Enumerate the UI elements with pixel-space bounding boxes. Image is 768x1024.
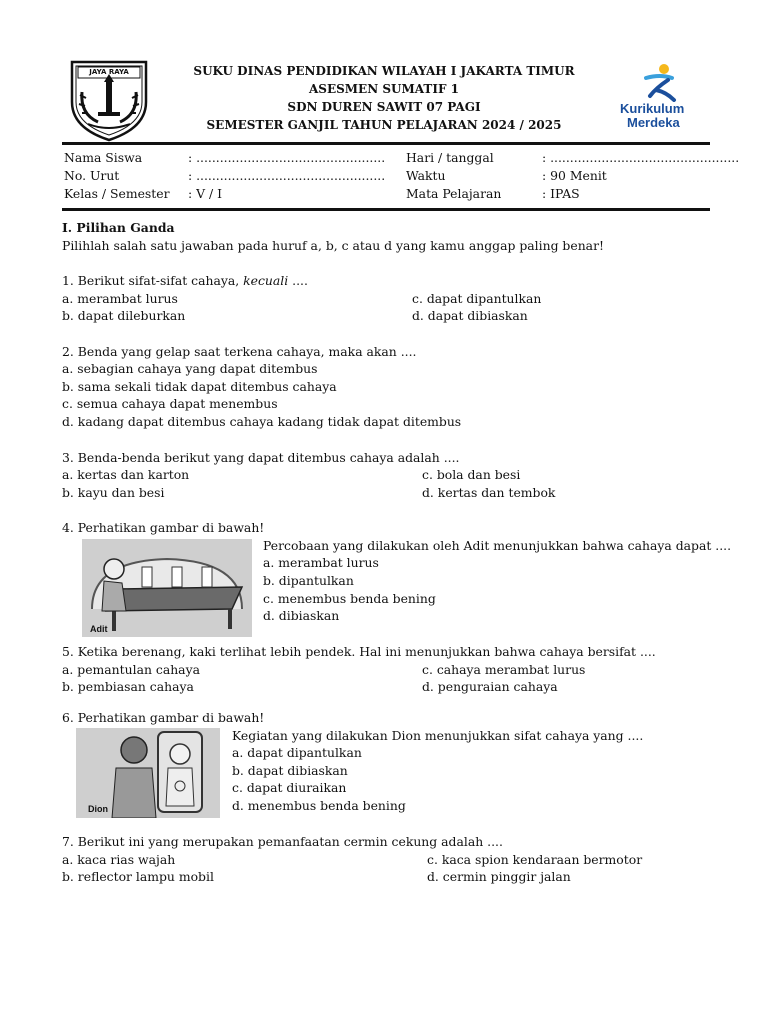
q4-experiment-image xyxy=(82,539,252,637)
q6-prompt: Kegiatan yang dilakukan Dion menunjukkan sifat cahaya yang .... xyxy=(232,728,644,743)
logo-text-kurikulum: Kurikulum xyxy=(620,101,685,116)
q1-option-c[interactable]: c. dapat dipantulkan xyxy=(412,291,542,306)
q7-option-b[interactable]: b. reflector lampu mobil xyxy=(62,869,214,884)
q3-option-c[interactable]: c. bola dan besi xyxy=(422,467,521,482)
header-divider xyxy=(62,142,710,145)
q4-option-a[interactable]: a. merambat lurus xyxy=(263,555,379,570)
question-2-stem: 2. Benda yang gelap saat terkena cahaya, maka akan .... xyxy=(62,344,417,359)
label-no-urut: No. Urut xyxy=(64,168,120,183)
q6-option-c[interactable]: c. dapat diuraikan xyxy=(232,780,347,795)
q5-option-b[interactable]: b. pembiasan cahaya xyxy=(62,679,194,694)
label-nama-siswa: Nama Siswa xyxy=(64,150,143,165)
question-1-stem xyxy=(62,272,308,289)
header-line-1: SUKU DINAS PENDIDIKAN WILAYAH I JAKARTA TIMUR xyxy=(193,64,575,78)
q4-image-label: Adit xyxy=(90,624,108,634)
q6-image-label: Dion xyxy=(88,804,108,814)
jakarta-emblem-logo xyxy=(68,58,150,143)
q5-option-d[interactable]: d. penguraian cahaya xyxy=(422,679,558,694)
school-header xyxy=(160,62,608,134)
label-waktu: Waktu xyxy=(406,168,446,183)
q5-option-a[interactable]: a. pemantulan cahaya xyxy=(62,662,200,677)
q3-option-d[interactable]: d. kertas dan tembok xyxy=(422,485,556,500)
q6-mirror-image xyxy=(76,728,220,818)
q6-option-b[interactable]: b. dapat dibiaskan xyxy=(232,763,348,778)
q2-option-d[interactable]: d. kadang dapat ditembus cahaya kadang tidak dapat ditembus xyxy=(62,414,462,429)
label-hari-tanggal: Hari / tanggal xyxy=(406,150,494,165)
value-mata-pelajaran: : IPAS xyxy=(542,186,580,201)
q7-option-a[interactable]: a. kaca rias wajah xyxy=(62,852,176,867)
value-kelas-semester: : V / I xyxy=(188,186,223,201)
field-nama-siswa[interactable]: : ................................................ xyxy=(188,150,386,165)
q4-option-b[interactable]: b. dipantulkan xyxy=(263,573,354,588)
q1-option-b[interactable]: b. dapat dileburkan xyxy=(62,308,186,323)
question-5-stem: 5. Ketika berenang, kaki terlihat lebih pendek. Hal ini menunjukkan bahwa cahaya bersifat .... xyxy=(62,644,656,659)
question-4-stem: 4. Perhatikan gambar di bawah! xyxy=(62,520,265,535)
field-hari-tanggal[interactable]: : ................................................ xyxy=(542,150,740,165)
q2-option-c[interactable]: c. semua cahaya dapat menembus xyxy=(62,396,278,411)
section-title: I. Pilihan Ganda xyxy=(62,220,175,235)
q1-stem-italic: kecuali xyxy=(243,273,289,288)
header-line-3: SDN DUREN SAWIT 07 PAGI xyxy=(287,100,481,114)
q2-option-b[interactable]: b. sama sekali tidak dapat ditembus cahaya xyxy=(62,379,337,394)
kurikulum-merdeka-icon xyxy=(616,62,708,102)
label-mata-pelajaran: Mata Pelajaran xyxy=(406,186,502,201)
q4-option-c[interactable]: c. menembus benda bening xyxy=(263,591,436,606)
q6-option-d[interactable]: d. menembus benda bening xyxy=(232,798,406,813)
header-line-4: SEMESTER GANJIL TAHUN PELAJARAN 2024 / 2025 xyxy=(206,118,562,132)
q4-prompt: Percobaan yang dilakukan oleh Adit menunjukkan bahwa cahaya dapat .... xyxy=(263,538,732,553)
q2-option-a[interactable]: a. sebagian cahaya yang dapat ditembus xyxy=(62,361,318,376)
identity-divider xyxy=(62,208,710,211)
kurikulum-merdeka-logo xyxy=(616,62,708,136)
q7-option-c[interactable]: c. kaca spion kendaraan bermotor xyxy=(427,852,643,867)
q6-option-a[interactable]: a. dapat dipantulkan xyxy=(232,745,362,760)
q3-option-a[interactable]: a. kertas dan karton xyxy=(62,467,190,482)
label-kelas-semester: Kelas / Semester xyxy=(64,186,170,201)
question-6-stem: 6. Perhatikan gambar di bawah! xyxy=(62,710,265,725)
value-waktu: : 90 Menit xyxy=(542,168,607,183)
logo-text-merdeka: Merdeka xyxy=(627,115,680,130)
q1-stem-before: 1. Berikut sifat-sifat cahaya, xyxy=(62,273,244,288)
question-7-stem: 7. Berikut ini yang merupakan pemanfaatan cermin cekung adalah .... xyxy=(62,834,503,849)
q5-option-c[interactable]: c. cahaya merambat lurus xyxy=(422,662,586,677)
header-line-2: ASESMEN SUMATIF 1 xyxy=(308,82,460,96)
q1-option-d[interactable]: d. dapat dibiaskan xyxy=(412,308,528,323)
q1-option-a[interactable]: a. merambat lurus xyxy=(62,291,178,306)
field-no-urut[interactable]: : ................................................ xyxy=(188,168,386,183)
section-instruction: Pilihlah salah satu jawaban pada huruf a, b, c atau d yang kamu anggap paling benar! xyxy=(62,238,604,253)
q7-option-d[interactable]: d. cermin pinggir jalan xyxy=(427,869,571,884)
q3-option-b[interactable]: b. kayu dan besi xyxy=(62,485,165,500)
question-3-stem: 3. Benda-benda berikut yang dapat ditembus cahaya adalah .... xyxy=(62,450,460,465)
q1-stem-after: .... xyxy=(288,273,308,288)
emblem-text: JAYA RAYA xyxy=(89,68,129,76)
q4-option-d[interactable]: d. dibiaskan xyxy=(263,608,340,623)
